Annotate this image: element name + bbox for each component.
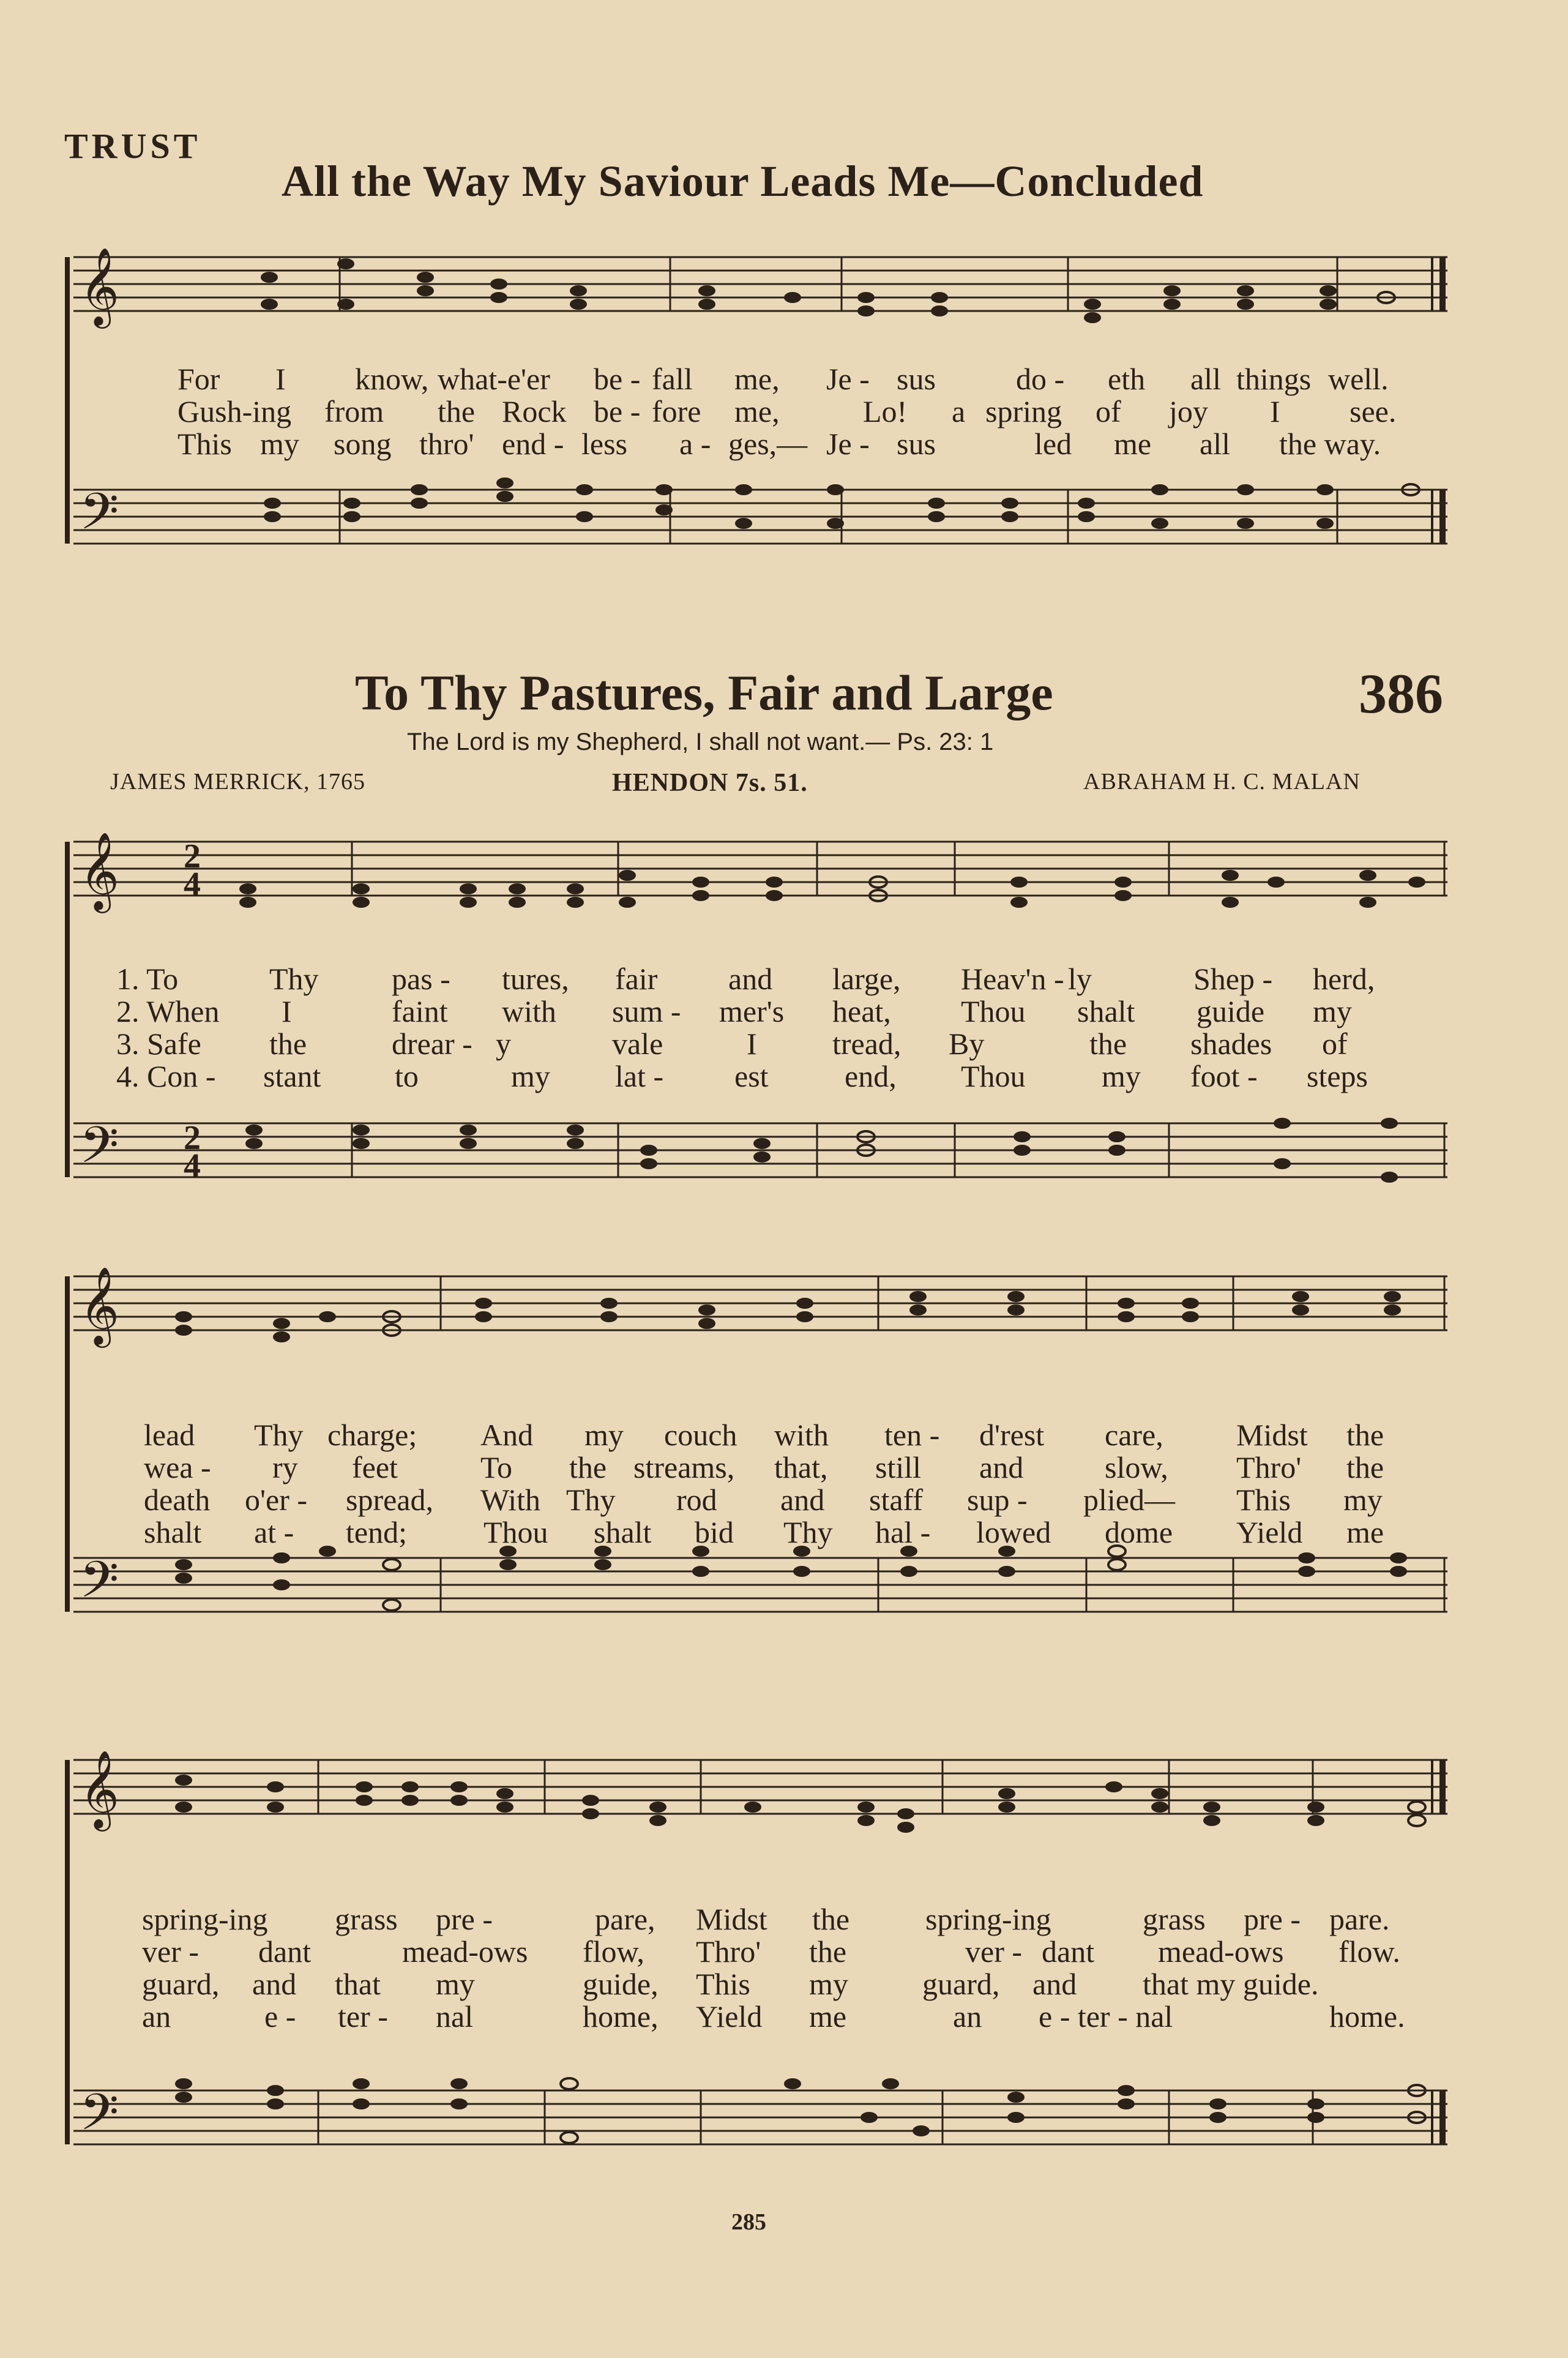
- svg-text:2: 2: [184, 837, 201, 875]
- lyric-syllable: est: [734, 1059, 769, 1093]
- hymn-number: 386: [1359, 662, 1443, 725]
- lyric-syllable: 2. When: [116, 994, 220, 1028]
- lyric-syllable: stant: [263, 1059, 321, 1093]
- lyric-syllable: Shep -: [1193, 962, 1273, 996]
- svg-text:4: 4: [184, 1147, 201, 1185]
- lyric-syllable: the: [809, 1934, 847, 1969]
- lyric-syllable: home,: [583, 1999, 659, 2034]
- hymn2-s2-verse3: [144, 1482, 1429, 1517]
- lyric-syllable: guard,: [922, 1967, 1000, 2001]
- lyric-syllable: Thy: [566, 1483, 616, 1517]
- lyric-syllable: This: [696, 1967, 750, 2001]
- lyric-syllable: shades: [1190, 1027, 1272, 1061]
- svg-text:𝄢: 𝄢: [80, 1550, 119, 1622]
- lyric-syllable: things: [1236, 362, 1312, 396]
- lyric-syllable: streams,: [633, 1450, 735, 1484]
- lyric-syllable: dome: [1105, 1515, 1173, 1549]
- lyric-syllable: that my guide.: [1143, 1967, 1319, 2001]
- lyric-syllable: my: [436, 1967, 475, 2001]
- lyric-syllable: With: [480, 1483, 540, 1517]
- lyric-syllable: the: [438, 394, 476, 429]
- lyric-syllable: Je -: [826, 362, 870, 396]
- lyric-syllable: care,: [1105, 1418, 1163, 1452]
- lyric-syllable: Thou: [483, 1515, 548, 1549]
- lyric-syllable: spring: [985, 394, 1062, 429]
- lyric-syllable: me: [809, 1999, 847, 2034]
- lyric-syllable: the: [569, 1450, 607, 1484]
- lyric-syllable: ry: [272, 1450, 298, 1484]
- lyric-syllable: shalt: [594, 1515, 652, 1549]
- lyric-syllable: well.: [1328, 362, 1389, 396]
- lyric-syllable: faint: [392, 994, 448, 1028]
- lyric-syllable: ges,—: [728, 427, 808, 461]
- lyric-syllable: Thy: [254, 1418, 304, 1452]
- hymn2-s3-verse3: [142, 1966, 1433, 1999]
- hymn2-s1-verse3: [116, 1026, 1426, 1061]
- hymn1-verse3: [177, 426, 1426, 461]
- lyric-syllable: steps: [1307, 1059, 1368, 1093]
- lyric-syllable: the: [1346, 1450, 1384, 1484]
- lyric-syllable: my: [1102, 1059, 1141, 1093]
- lyric-syllable: with: [774, 1418, 829, 1452]
- lyric-syllable: end,: [845, 1059, 897, 1093]
- hymn1-title: All the Way My Saviour Leads Me—Concluded: [282, 157, 1204, 206]
- lyric-syllable: spring-ing: [925, 1902, 1051, 1936]
- lyric-syllable: pare.: [1329, 1902, 1390, 1936]
- lyric-syllable: to: [395, 1059, 419, 1093]
- scripture-reference: The Lord is my Shepherd, I shall not want.— Ps. 23: 1: [407, 728, 994, 755]
- lyric-syllable: a -: [679, 427, 711, 461]
- lyric-syllable: fair: [615, 962, 658, 996]
- lyric-syllable: and: [780, 1483, 825, 1517]
- page-number: 285: [731, 2209, 766, 2235]
- section-label: TRUST: [64, 126, 201, 166]
- lyric-syllable: 4. Con -: [116, 1059, 216, 1093]
- lyric-syllable: I: [1270, 394, 1280, 429]
- lyric-syllable: home.: [1329, 1999, 1405, 2034]
- lyric-syllable: plied—: [1083, 1483, 1175, 1517]
- lyric-syllable: lowed: [976, 1515, 1051, 1549]
- lyric-syllable: By: [949, 1027, 985, 1061]
- lyric-syllable: a: [952, 394, 966, 429]
- lyric-syllable: my: [809, 1967, 848, 2001]
- lyric-syllable: an: [953, 1999, 982, 2034]
- lyric-syllable: spread,: [346, 1483, 433, 1517]
- lyric-syllable: Gush-ing: [177, 394, 292, 429]
- hymn2-title: To Thy Pastures, Fair and Large: [355, 665, 1053, 720]
- lyric-syllable: the way.: [1279, 427, 1381, 461]
- lyric-syllable: herd,: [1313, 962, 1375, 996]
- lyric-syllable: from: [324, 394, 384, 429]
- lyric-syllable: Rock: [502, 394, 567, 429]
- lyric-syllable: y: [496, 1027, 511, 1061]
- lyric-syllable: lat -: [615, 1059, 664, 1093]
- lyric-syllable: my: [1343, 1483, 1383, 1517]
- svg-text:4: 4: [184, 866, 201, 904]
- lyric-syllable: guard,: [142, 1967, 220, 2001]
- lyric-syllable: shalt: [1077, 994, 1135, 1028]
- hymn2-s3-verse1: [142, 1901, 1433, 1934]
- hymn2-s1-verse1: [116, 961, 1426, 994]
- lyric-syllable: what-e'er: [438, 362, 550, 396]
- lyric-syllable: still: [875, 1450, 922, 1484]
- lyric-syllable: my: [511, 1059, 550, 1093]
- lyric-syllable: sus: [897, 362, 936, 396]
- lyric-syllable: Yield: [696, 1999, 763, 2034]
- lyric-syllable: that: [335, 1967, 381, 2001]
- lyric-syllable: For: [177, 362, 220, 396]
- lyric-syllable: all: [1190, 362, 1221, 396]
- lyric-syllable: This: [1236, 1483, 1291, 1517]
- lyric-syllable: mer's: [719, 994, 785, 1028]
- author-credit: JAMES MERRICK, 1765: [110, 769, 365, 795]
- lyric-syllable: large,: [832, 962, 901, 996]
- lyric-syllable: see.: [1350, 394, 1397, 429]
- lyric-syllable: all: [1200, 427, 1230, 461]
- lyric-syllable: ter -: [338, 1999, 388, 2034]
- lyric-syllable: dant: [258, 1934, 312, 1969]
- lyric-syllable: fore: [652, 394, 701, 429]
- lyric-syllable: be -: [594, 362, 641, 396]
- lyric-syllable: pas -: [392, 962, 450, 996]
- lyric-syllable: 3. Safe: [116, 1027, 201, 1061]
- lyric-syllable: guide,: [583, 1967, 659, 2001]
- hymn2-system2-lyrics: [144, 1417, 1429, 1547]
- lyric-syllable: me: [1114, 427, 1152, 461]
- lyric-syllable: staff: [869, 1483, 923, 1517]
- hymn2-s1-verse2: [116, 994, 1426, 1026]
- hymn1-lyrics: [177, 361, 1426, 461]
- lyric-syllable: that,: [774, 1450, 828, 1484]
- lyric-syllable: my: [260, 427, 299, 461]
- lyric-syllable: led: [1034, 427, 1072, 461]
- hymn2-s2-verse1: [144, 1417, 1429, 1450]
- lyric-syllable: ly: [1068, 962, 1092, 996]
- lyric-syllable: slow,: [1105, 1450, 1168, 1484]
- lyric-syllable: charge;: [327, 1418, 417, 1452]
- hymn2-system1-lyrics: [116, 961, 1426, 1091]
- lyric-syllable: Thou: [961, 994, 1026, 1028]
- lyric-syllable: do -: [1016, 362, 1065, 396]
- lyric-syllable: pare,: [595, 1902, 655, 1936]
- lyric-syllable: grass: [1143, 1902, 1206, 1936]
- lyric-syllable: death: [144, 1483, 211, 1517]
- lyric-syllable: To: [480, 1450, 513, 1484]
- lyric-syllable: ver -: [142, 1934, 199, 1969]
- lyric-syllable: Thro': [1236, 1450, 1302, 1484]
- lyric-syllable: Thou: [961, 1059, 1026, 1093]
- svg-text:𝄢: 𝄢: [80, 482, 119, 553]
- lyric-syllable: the: [1346, 1418, 1384, 1452]
- svg-text:2: 2: [184, 1119, 201, 1157]
- hymn1-verse2: [177, 394, 1426, 429]
- lyric-syllable: sus: [897, 427, 936, 461]
- lyric-syllable: grass: [335, 1902, 398, 1936]
- lyric-syllable: spring-ing: [142, 1902, 268, 1936]
- lyric-syllable: shalt: [144, 1515, 202, 1549]
- hymn2-s3-verse4: [142, 1999, 1433, 2034]
- lyric-syllable: drear -: [392, 1027, 472, 1061]
- lyric-syllable: ver -: [965, 1934, 1022, 1969]
- lyric-syllable: This: [177, 427, 232, 461]
- lyric-syllable: eth: [1108, 362, 1146, 396]
- lyric-syllable: song: [334, 427, 392, 461]
- lyric-syllable: Midst: [696, 1902, 767, 1936]
- lyric-syllable: rod: [676, 1483, 717, 1517]
- lyric-syllable: fall: [652, 362, 693, 396]
- lyric-syllable: e - ter - nal: [1039, 1999, 1173, 2034]
- lyric-syllable: d'rest: [979, 1418, 1045, 1452]
- lyric-syllable: mead-ows: [402, 1934, 528, 1969]
- lyric-syllable: thro': [419, 427, 474, 461]
- svg-text:𝄞: 𝄞: [80, 1750, 120, 1828]
- lyric-syllable: nal: [436, 1999, 474, 2034]
- lyric-syllable: lead: [144, 1418, 195, 1452]
- hymn2-s2-verse2: [144, 1450, 1429, 1482]
- lyric-syllable: e -: [264, 1999, 296, 2034]
- svg-text:𝄢: 𝄢: [80, 2083, 119, 2154]
- lyric-syllable: guide: [1197, 994, 1265, 1028]
- lyric-syllable: mead-ows: [1158, 1934, 1284, 1969]
- svg-text:𝄢: 𝄢: [80, 1115, 119, 1187]
- lyric-syllable: my: [584, 1418, 624, 1452]
- lyric-syllable: an: [142, 1999, 171, 2034]
- lyric-syllable: know,: [355, 362, 429, 396]
- lyric-syllable: Thy: [783, 1515, 833, 1549]
- lyric-syllable: 1. To: [116, 962, 179, 996]
- svg-text:𝄞: 𝄞: [80, 831, 120, 910]
- lyric-syllable: and: [979, 1450, 1024, 1484]
- lyric-syllable: I: [747, 1027, 757, 1061]
- tune-name: HENDON 7s. 51.: [612, 769, 808, 797]
- lyric-syllable: with: [502, 994, 556, 1028]
- lyric-syllable: And: [480, 1418, 534, 1452]
- lyric-syllable: at -: [254, 1515, 294, 1549]
- lyric-syllable: I: [282, 994, 292, 1028]
- lyric-syllable: the: [269, 1027, 307, 1061]
- lyric-syllable: tures,: [502, 962, 569, 996]
- lyric-syllable: joy: [1169, 394, 1208, 429]
- lyric-syllable: sup -: [967, 1483, 1028, 1517]
- lyric-syllable: flow.: [1338, 1934, 1400, 1969]
- lyric-syllable: bid: [695, 1515, 734, 1549]
- svg-text:𝄞: 𝄞: [80, 247, 120, 325]
- lyric-syllable: Lo!: [863, 394, 908, 429]
- lyric-syllable: of: [1322, 1027, 1348, 1061]
- hymn1-verse1: [177, 361, 1426, 394]
- lyric-syllable: and: [728, 962, 773, 996]
- lyric-syllable: Midst: [1236, 1418, 1308, 1452]
- lyric-syllable: Yield: [1236, 1515, 1303, 1549]
- lyric-syllable: my: [1313, 994, 1352, 1028]
- lyric-syllable: Thy: [269, 962, 319, 996]
- hymn2-s3-verse2: [142, 1934, 1433, 1969]
- lyric-syllable: and: [1032, 1967, 1077, 2001]
- lyric-syllable: o'er -: [245, 1483, 308, 1517]
- lyric-syllable: Thro': [696, 1934, 761, 1969]
- lyric-syllable: the: [1089, 1027, 1127, 1061]
- lyric-syllable: heat,: [832, 994, 891, 1028]
- lyric-syllable: and: [252, 1967, 297, 2001]
- lyric-syllable: feet: [352, 1450, 398, 1484]
- composer-credit: ABRAHAM H. C. MALAN: [1083, 769, 1361, 795]
- lyric-syllable: less: [581, 427, 627, 461]
- lyric-syllable: dant: [1042, 1934, 1095, 1969]
- lyric-syllable: I: [275, 362, 286, 396]
- lyric-syllable: flow,: [583, 1934, 644, 1969]
- hymn2-system3-lyrics: [142, 1901, 1433, 2034]
- lyric-syllable: pre -: [1244, 1902, 1301, 1936]
- hymn2-s1-verse4: [116, 1058, 1426, 1091]
- lyric-syllable: be -: [594, 394, 641, 429]
- lyric-syllable: the: [812, 1902, 850, 1936]
- hymn2-s2-verse4: [144, 1514, 1429, 1547]
- lyric-syllable: couch: [664, 1418, 737, 1452]
- lyric-syllable: me,: [734, 394, 780, 429]
- lyric-syllable: of: [1096, 394, 1121, 429]
- lyric-syllable: ten -: [884, 1418, 940, 1452]
- lyric-syllable: Heav'n -: [961, 962, 1064, 996]
- lyric-syllable: me: [1346, 1515, 1384, 1549]
- lyric-syllable: end -: [502, 427, 564, 461]
- lyric-syllable: sum -: [612, 994, 681, 1028]
- lyric-syllable: vale: [612, 1027, 663, 1061]
- lyric-syllable: pre -: [436, 1902, 493, 1936]
- lyric-syllable: me,: [734, 362, 780, 396]
- lyric-syllable: Je -: [826, 427, 870, 461]
- lyric-syllable: tend;: [346, 1515, 407, 1549]
- lyric-syllable: wea -: [144, 1450, 211, 1484]
- lyric-syllable: tread,: [832, 1027, 902, 1061]
- svg-text:𝄞: 𝄞: [80, 1266, 120, 1344]
- lyric-syllable: foot -: [1190, 1059, 1258, 1093]
- lyric-syllable: hal -: [875, 1515, 931, 1549]
